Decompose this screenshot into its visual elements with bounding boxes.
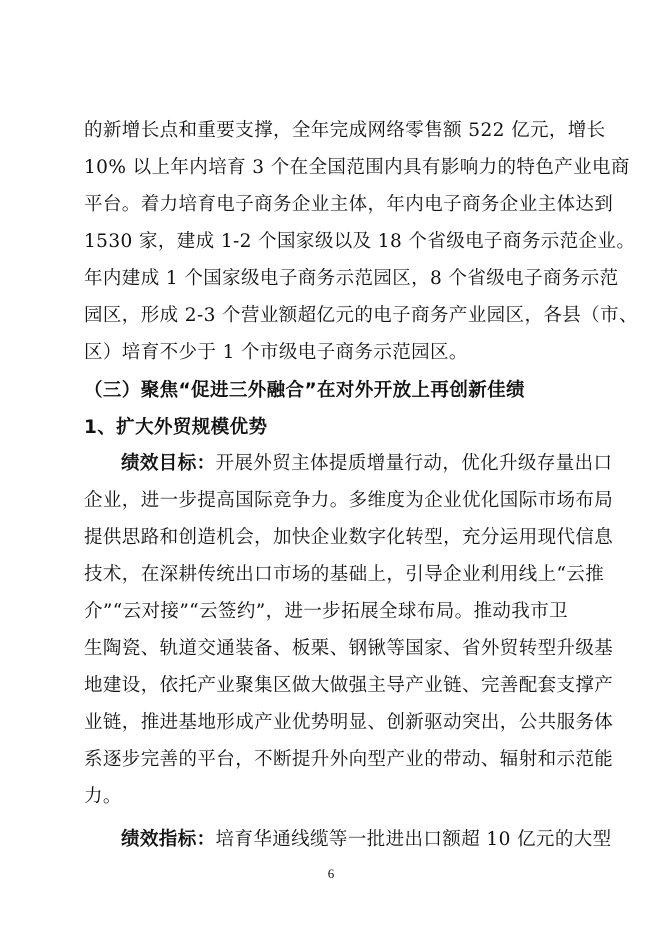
goal-line-5: 介”“云对接”“云签约”，进一步拓展全球布局。推动我市卫 [84,601,568,622]
indicator-label: 绩效指标： [121,829,216,850]
subsection-heading-1: 1、扩大外贸规模优势 [84,417,268,438]
goal-line-2: 企业，进一步提高国际竞争力。多维度为企业优化国际市场布局 [84,490,614,511]
indicator-first-line [121,827,612,853]
goal-line-7: 地建设，依托产业聚集区做大做强主导产业链、完善配套支撑产 [84,675,614,696]
paragraph-line-6: 园区，形成 2-3 个营业额超亿元的电子商务产业园区，各县（市、 [84,305,638,326]
goal-first-text: 开展外贸主体提质增量行动，优化升级存量出口 [215,453,613,474]
page-number: 6 [327,866,335,881]
goal-line-3: 提供思路和创造机会，加快企业数字化转型，充分运用现代信息 [84,527,614,548]
goal-first-line [121,451,613,477]
goal-line-9: 系逐步完善的平台，不断提升外向型产业的带动、辐射和示范能 [84,749,614,770]
indicator-first-text: 培育华通线缆等一批进出口额超 10 亿元的大型 [215,829,612,850]
paragraph-line-7: 区）培育不少于 1 个市级电子商务示范园区。 [84,342,468,363]
paragraph-line-3: 平台。着力培育电子商务企业主体，年内电子商务企业主体达到 [84,194,614,215]
section-heading-3: （三）聚焦“促进三外融合”在对外开放上再创新佳绩 [84,380,525,401]
goal-line-6: 生陶瓷、轨道交通装备、板栗、钢锹等国家、省外贸转型升级基 [84,638,614,659]
paragraph-line-2: 10% 以上年内培育 3 个在全国范围内具有影响力的特色产业电商 [84,157,630,178]
paragraph-line-5: 年内建成 1 个国家级电子商务示范园区，8 个省级电子商务示范 [84,268,619,289]
paragraph-line-1: 的新增长点和重要支撑，全年完成网络零售额 522 亿元，增长 [84,120,606,141]
goal-line-8: 业链，推进基地形成产业优势明显、创新驱动突出，公共服务体 [84,712,614,733]
goal-line-4: 技术，在深耕传统出口市场的基础上，引导企业利用线上“云推 [84,564,605,585]
paragraph-line-4: 1530 家，建成 1-2 个国家级以及 18 个省级电子商务示范企业。 [84,231,636,252]
goal-label: 绩效目标： [121,453,216,474]
goal-line-10: 力。 [84,786,122,807]
